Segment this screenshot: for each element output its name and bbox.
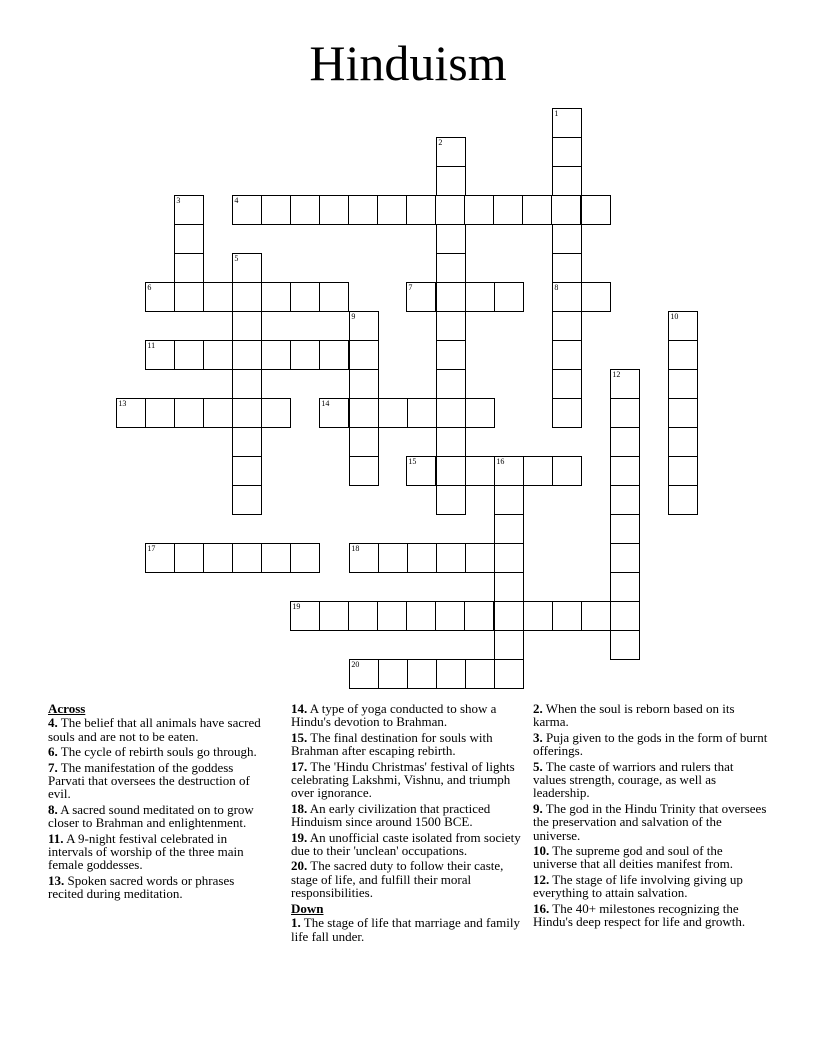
grid-cell[interactable]	[406, 195, 435, 224]
clue-number-label: 1	[554, 109, 559, 119]
clue-number-label: 11	[147, 341, 156, 351]
grid-cell[interactable]	[349, 456, 378, 485]
grid-cell[interactable]	[232, 456, 261, 485]
grid-cell[interactable]	[378, 398, 407, 427]
grid-cell[interactable]	[436, 659, 465, 688]
clue-number-label: 4	[234, 196, 239, 206]
grid-cell[interactable]	[378, 543, 407, 572]
grid-cell-3[interactable]	[174, 195, 203, 224]
grid-cell[interactable]	[494, 659, 523, 688]
clue-across-19[interactable]	[291, 831, 523, 858]
grid-cell-20[interactable]	[349, 659, 378, 688]
grid-cell[interactable]	[494, 572, 523, 601]
clue-text: The 'Hindu Christmas' festival of lights celebrating Lakshmi, Vishnu, and triumph over ignorance.	[291, 758, 515, 801]
grid-cell[interactable]	[436, 282, 465, 311]
grid-cell[interactable]	[668, 340, 697, 369]
clue-number: 14.	[291, 701, 308, 716]
grid-cell-19[interactable]	[290, 601, 319, 630]
grid-cell[interactable]	[349, 398, 378, 427]
grid-cell[interactable]	[377, 601, 406, 630]
clue-number: 18.	[291, 800, 308, 816]
clue-column-2	[291, 702, 523, 945]
clue-across-7[interactable]	[48, 761, 270, 801]
clue-text: The caste of warriors and rulers that values strength, courage, as well as leadership.	[533, 758, 734, 801]
clue-number: 17.	[291, 758, 308, 774]
grid-cell[interactable]	[464, 195, 493, 224]
grid-cell[interactable]	[435, 195, 464, 224]
clue-number: 1.	[291, 915, 301, 931]
grid-cell[interactable]	[610, 572, 639, 601]
grid-cell[interactable]	[378, 659, 407, 688]
grid-cell[interactable]	[552, 398, 581, 427]
grid-cell[interactable]	[203, 340, 232, 369]
down-heading: Down	[291, 900, 324, 916]
grid-cell[interactable]	[349, 340, 378, 369]
clue-number: 13.	[48, 872, 65, 888]
grid-cell-5[interactable]	[232, 253, 261, 282]
grid-cell[interactable]	[232, 282, 261, 311]
across-heading: Across	[48, 701, 86, 716]
grid-cell[interactable]	[552, 137, 581, 166]
grid-cell[interactable]	[174, 340, 203, 369]
clue-across-6[interactable]	[48, 745, 270, 758]
clue-across-14[interactable]	[291, 702, 523, 729]
clue-column-3	[533, 702, 769, 931]
clue-number-label: 12	[612, 370, 621, 380]
grid-cell[interactable]	[523, 456, 552, 485]
grid-cell[interactable]	[610, 427, 639, 456]
grid-cell[interactable]	[552, 456, 581, 485]
grid-cell[interactable]	[494, 601, 523, 630]
grid-cell[interactable]	[552, 166, 581, 195]
grid-cell[interactable]	[290, 282, 319, 311]
grid-cell[interactable]	[436, 224, 465, 253]
grid-cell[interactable]	[668, 456, 697, 485]
grid-cell[interactable]	[551, 195, 580, 224]
grid-cell[interactable]	[349, 427, 378, 456]
grid-cell[interactable]	[319, 195, 348, 224]
clue-number-label: 9	[351, 312, 356, 322]
grid-cell[interactable]	[610, 514, 639, 543]
clue-number: 11.	[48, 830, 64, 846]
grid-cell[interactable]	[261, 398, 290, 427]
grid-cell[interactable]	[436, 253, 465, 282]
grid-cell[interactable]	[493, 195, 522, 224]
clue-text: The stage of life that marriage and family life fall under.	[291, 915, 520, 944]
puzzle-title: Hinduism	[309, 35, 507, 91]
clue-text: The 40+ milestones recognizing the Hindu's deep respect for life and growth.	[533, 900, 746, 930]
clue-text: The stage of life involving giving up everything to attain salvation.	[533, 871, 743, 901]
grid-cell-16[interactable]	[494, 456, 523, 485]
clue-text: The supreme god and soul of the universe that all deities manifest from.	[533, 843, 733, 872]
clue-number-label: 18	[351, 544, 360, 554]
grid-cell[interactable]	[610, 601, 639, 630]
clue-text: The final destination for souls with Brahman after escaping rebirth.	[291, 729, 493, 759]
clue-number-label: 10	[670, 312, 679, 322]
clue-across-8[interactable]	[48, 803, 270, 830]
grid-cell[interactable]	[494, 514, 523, 543]
grid-cell[interactable]	[436, 456, 465, 485]
clue-number: 4.	[48, 715, 58, 731]
grid-cell[interactable]	[290, 543, 319, 572]
clue-number-label: 5	[234, 254, 239, 264]
clue-number: 10.	[533, 843, 550, 859]
clue-across-17[interactable]	[291, 760, 523, 800]
grid-cell[interactable]	[552, 369, 581, 398]
grid-cell[interactable]	[436, 427, 465, 456]
grid-cell[interactable]	[290, 340, 319, 369]
clue-number-label: 17	[147, 544, 156, 554]
grid-cell[interactable]	[552, 601, 581, 630]
clue-number: 9.	[533, 800, 543, 816]
grid-cell[interactable]	[203, 543, 232, 572]
grid-cell[interactable]	[407, 398, 436, 427]
clue-across-20[interactable]	[291, 859, 523, 899]
grid-cell[interactable]	[436, 369, 465, 398]
clue-number: 19.	[291, 829, 308, 845]
grid-cell[interactable]	[407, 659, 436, 688]
grid-cell[interactable]	[174, 224, 203, 253]
grid-cell-14[interactable]	[319, 398, 348, 427]
clue-down-2[interactable]	[533, 702, 769, 729]
grid-cell[interactable]	[406, 601, 435, 630]
grid-cell[interactable]	[261, 543, 290, 572]
grid-cell[interactable]	[436, 311, 465, 340]
grid-cell[interactable]	[523, 601, 552, 630]
clue-across-15[interactable]	[291, 731, 523, 758]
grid-cell[interactable]	[610, 456, 639, 485]
grid-cell[interactable]	[232, 398, 261, 427]
grid-cell[interactable]	[552, 340, 581, 369]
clue-down-5[interactable]	[533, 760, 769, 800]
grid-cell[interactable]	[232, 311, 261, 340]
grid-cell[interactable]	[319, 340, 348, 369]
grid-cell[interactable]	[436, 398, 465, 427]
grid-cell[interactable]	[174, 282, 203, 311]
grid-cell[interactable]	[319, 601, 348, 630]
grid-cell[interactable]	[610, 485, 639, 514]
grid-cell[interactable]	[494, 485, 523, 514]
clue-number-label: 13	[118, 399, 127, 409]
clue-text: When the soul is reborn based on its karma.	[533, 701, 735, 730]
grid-cell-11[interactable]	[145, 340, 174, 369]
grid-cell[interactable]	[232, 340, 261, 369]
grid-cell[interactable]	[494, 543, 523, 572]
grid-cell[interactable]	[348, 195, 377, 224]
grid-cell[interactable]	[465, 282, 494, 311]
grid-cell[interactable]	[232, 485, 261, 514]
clue-down-10[interactable]	[533, 844, 769, 871]
clue-text: The manifestation of the goddess Parvati that oversees the destruction of evil.	[48, 759, 250, 802]
grid-cell[interactable]	[145, 398, 174, 427]
clue-column-1	[48, 702, 270, 903]
grid-cell[interactable]	[319, 282, 348, 311]
clue-number-label: 8	[554, 283, 559, 293]
clue-number-label: 6	[147, 283, 152, 293]
clue-text: A 9-night festival celebrated in intervals of worship of the three main female goddesses.	[48, 830, 244, 873]
grid-cell-12[interactable]	[610, 369, 639, 398]
grid-cell[interactable]	[261, 340, 290, 369]
grid-cell-13[interactable]	[116, 398, 145, 427]
grid-cell[interactable]	[232, 369, 261, 398]
clue-number-label: 16	[496, 457, 505, 467]
clue-text: The god in the Hindu Trinity that oversees the preservation and salvation of the universe.	[533, 800, 767, 843]
clue-text: Spoken sacred words or phrases recited during meditation.	[48, 872, 235, 902]
grid-cell[interactable]	[668, 427, 697, 456]
grid-cell[interactable]	[203, 282, 232, 311]
clue-text: A type of yoga conducted to show a Hindu's devotion to Brahman.	[291, 701, 497, 730]
grid-cell[interactable]	[522, 195, 551, 224]
grid-cell-6[interactable]	[145, 282, 174, 311]
grid-cell[interactable]	[407, 543, 436, 572]
grid-cell[interactable]	[668, 485, 697, 514]
clue-down-16[interactable]	[533, 902, 769, 929]
clue-text: A sacred sound meditated on to grow closer to Brahman and enlightenment.	[48, 801, 254, 831]
grid-cell-9[interactable]	[349, 311, 378, 340]
clue-number: 5.	[533, 758, 543, 774]
grid-cell[interactable]	[552, 282, 581, 311]
grid-cell[interactable]	[348, 601, 377, 630]
grid-cell-4[interactable]	[232, 195, 261, 224]
clue-down-1[interactable]	[291, 916, 523, 943]
grid-cell-17[interactable]	[145, 543, 174, 572]
clue-text: The sacred duty to follow their caste, stage of life, and fulfill their moral responsibilities.	[291, 858, 504, 901]
grid-cell[interactable]	[174, 543, 203, 572]
grid-cell[interactable]	[581, 282, 610, 311]
grid-cell[interactable]	[464, 601, 493, 630]
grid-cell[interactable]	[232, 427, 261, 456]
grid-cell[interactable]	[552, 311, 581, 340]
grid-cell-7[interactable]	[406, 282, 435, 311]
grid-cell[interactable]	[465, 543, 494, 572]
clue-number-label: 15	[408, 457, 417, 467]
clue-number: 6.	[48, 744, 58, 760]
grid-cell[interactable]	[610, 630, 639, 659]
clue-text: The belief that all animals have sacred souls and are not to be eaten.	[48, 715, 261, 744]
grid-cell[interactable]	[290, 195, 319, 224]
clue-number-label: 20	[351, 660, 360, 670]
clue-number: 20.	[291, 858, 308, 874]
grid-cell-18[interactable]	[349, 543, 378, 572]
grid-cell[interactable]	[581, 195, 610, 224]
clue-down-12[interactable]	[533, 873, 769, 900]
clue-number: 15.	[291, 729, 308, 745]
clue-number: 7.	[48, 759, 58, 775]
grid-cell[interactable]	[465, 398, 494, 427]
grid-cell[interactable]	[610, 543, 639, 572]
grid-cell[interactable]	[610, 398, 639, 427]
grid-cell[interactable]	[261, 195, 290, 224]
clue-number-label: 3	[176, 196, 181, 206]
clue-number-label: 19	[292, 602, 301, 612]
grid-cell[interactable]	[581, 601, 610, 630]
grid-cell-2[interactable]	[436, 137, 465, 166]
grid-cell[interactable]	[552, 224, 581, 253]
grid-cell[interactable]	[465, 659, 494, 688]
grid-cell[interactable]	[232, 543, 261, 572]
clue-number: 8.	[48, 801, 58, 817]
grid-cell[interactable]	[349, 369, 378, 398]
clue-text: Puja given to the gods in the form of burnt offerings.	[533, 729, 768, 759]
grid-cell-10[interactable]	[668, 311, 697, 340]
clue-down-9[interactable]	[533, 802, 769, 842]
clue-text: The cycle of rebirth souls go through.	[60, 744, 257, 760]
clue-number: 3.	[533, 729, 543, 745]
grid-cell[interactable]	[261, 282, 290, 311]
grid-cell-1[interactable]	[552, 108, 581, 137]
clue-text: An unofficial caste isolated from society due to their 'unclean' occupations.	[291, 829, 521, 859]
clue-across-4[interactable]	[48, 716, 270, 743]
grid-cell-15[interactable]	[406, 456, 435, 485]
grid-cell[interactable]	[436, 543, 465, 572]
grid-cell[interactable]	[377, 195, 406, 224]
grid-cell[interactable]	[203, 398, 232, 427]
grid-cell[interactable]	[465, 456, 494, 485]
grid-cell[interactable]	[668, 398, 697, 427]
grid-cell[interactable]	[174, 398, 203, 427]
grid-cell[interactable]	[436, 485, 465, 514]
clue-number-label: 2	[438, 138, 443, 148]
clue-number: 12.	[533, 871, 550, 887]
grid-cell[interactable]	[436, 340, 465, 369]
clue-across-18[interactable]	[291, 802, 523, 829]
clue-number-label: 7	[408, 283, 413, 293]
grid-cell[interactable]	[174, 253, 203, 282]
clue-number: 2.	[533, 701, 543, 716]
grid-cell[interactable]	[494, 630, 523, 659]
grid-cell[interactable]	[435, 601, 464, 630]
grid-cell[interactable]	[552, 253, 581, 282]
clue-number: 16.	[533, 900, 550, 916]
clue-down-3[interactable]	[533, 731, 769, 758]
clue-number-label: 14	[321, 399, 330, 409]
clue-across-13[interactable]	[48, 874, 270, 901]
clue-across-11[interactable]	[48, 832, 270, 872]
grid-cell[interactable]	[494, 282, 523, 311]
grid-cell[interactable]	[668, 369, 697, 398]
grid-cell[interactable]	[436, 166, 465, 195]
clue-text: An early civilization that practiced Hinduism since around 1500 BCE.	[291, 800, 491, 830]
